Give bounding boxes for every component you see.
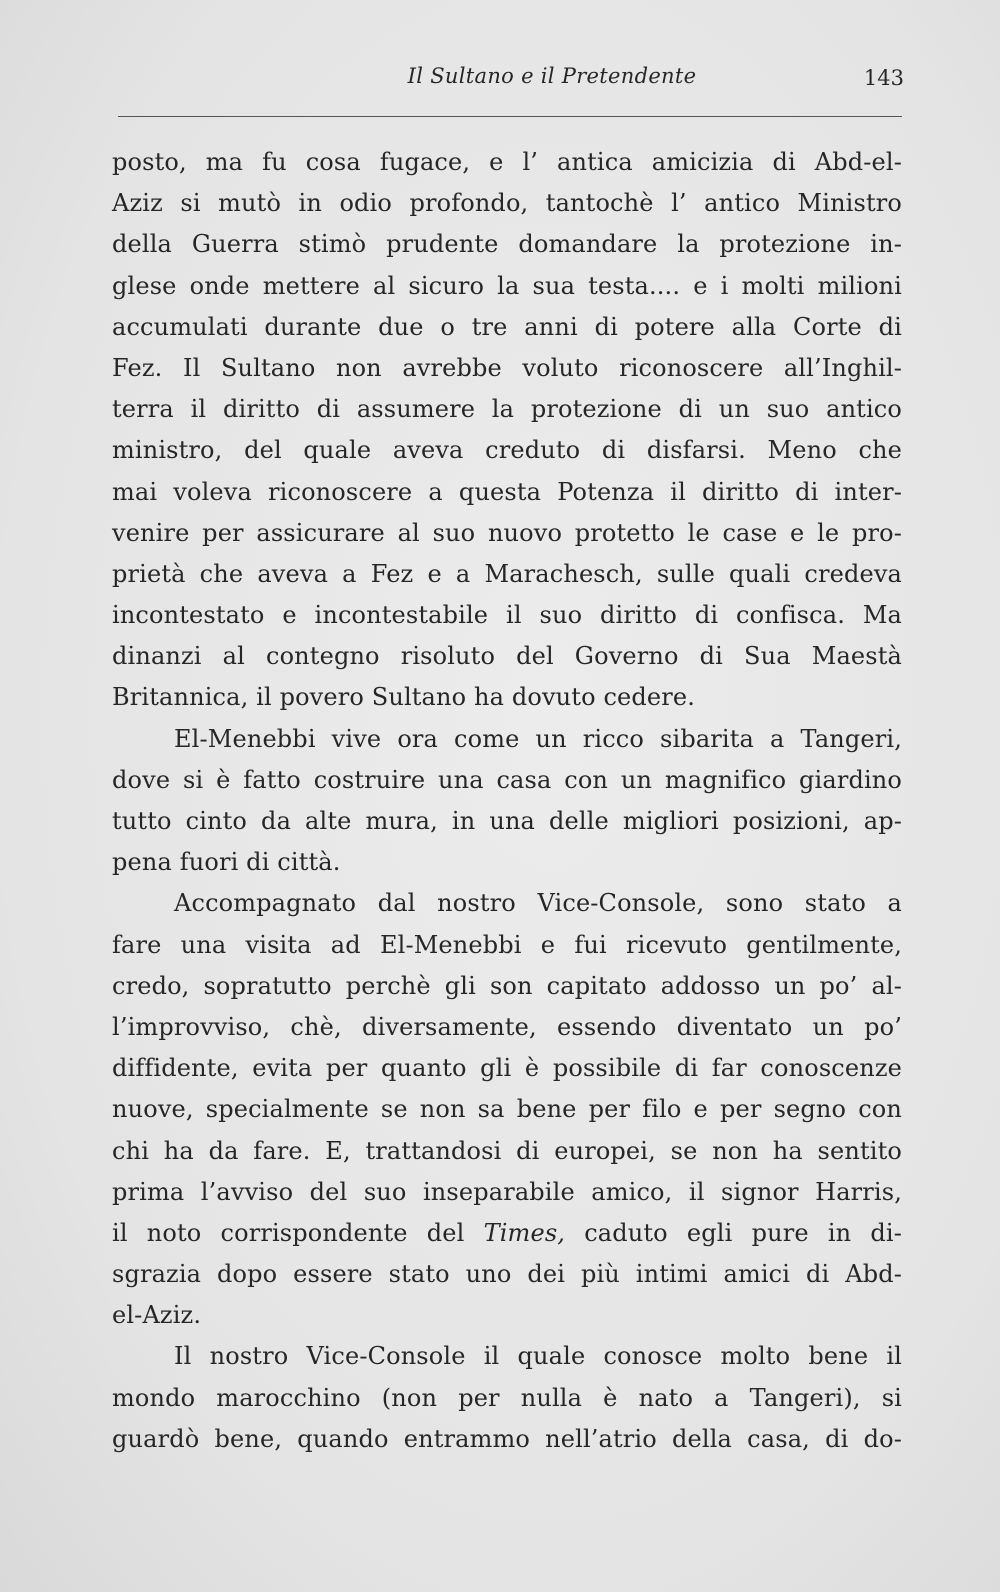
text-line: tutto cinto da alte mura, in una delle migliori posizioni, ap- [112, 807, 902, 835]
text-line: della Guerra stimò prudente domandare la protezione in- [112, 230, 902, 259]
text-line: El-Menebbi vive ora come un ricco sibarita a Tangeri, [174, 724, 902, 753]
text-line: credo, sopratutto perchè gli son capitato addosso un po’ al- [112, 971, 902, 1000]
text-line: chi ha da fare. E, trattandosi di europei, se non ha sentito [112, 1136, 902, 1165]
text-line: sgrazia dopo essere stato uno dei più intimi amici di Abd- [112, 1260, 902, 1289]
text-line: prima l’avviso del suo inseparabile amico, il signor Harris, [112, 1177, 902, 1206]
text-line-before: il noto corrispondente del [112, 1218, 484, 1247]
text-line-after: caduto egli pure in di- [565, 1218, 902, 1247]
running-title: Il Sultano e il Pretendente [407, 64, 697, 88]
text-line: l’improvviso, chè, diversamente, essendo diventato un po’ [112, 1012, 902, 1041]
text-line: el-Aziz. [112, 1301, 202, 1330]
text-line [112, 1213, 902, 1254]
text-line: posto, ma fu cosa fugace, e l’ antica amicizia di Abd-el- [112, 148, 902, 176]
text-line: mondo marocchino (non per nulla è nato a Tangeri), si [112, 1383, 902, 1412]
text-line: Britannica, il povero Sultano ha dovuto cedere. [112, 683, 696, 712]
text-line: Fez. Il Sultano non avrebbe voluto riconoscere all’Inghil- [112, 353, 902, 382]
text-line: ministro, del quale aveva creduto di disfarsi. Meno che [112, 436, 902, 465]
text-line: pena fuori di città. [112, 848, 341, 877]
text-line: fare una visita ad El-Menebbi e fui ricevuto gentilmente, [112, 930, 902, 959]
text-line: Accompagnato dal nostro Vice-Console, sono stato a [174, 889, 902, 918]
text-line: prietà che aveva a Fez e a Marachesch, sulle quali credeva [112, 559, 902, 588]
text-line: mai voleva riconoscere a questa Potenza il diritto di inter- [112, 477, 902, 506]
text-line: diffidente, evita per quanto gli è possibile di far conoscenze [112, 1054, 902, 1083]
page-number: 143 [863, 66, 904, 90]
text-line: dinanzi al contegno risoluto del Governo di Sua Maestà [112, 642, 902, 671]
text-line: venire per assicurare al suo nuovo protetto le case e le pro- [112, 518, 902, 547]
text-line: dove si è fatto costruire una casa con un magnifico giardino [112, 765, 902, 794]
text-line: accumulati durante due o tre anni di potere alla Corte di [112, 312, 902, 341]
text-line: incontestato e incontestabile il suo diritto di confisca. Ma [112, 601, 902, 630]
text-line: Il nostro Vice-Console il quale conosce molto bene il [174, 1342, 902, 1371]
text-line: glese onde mettere al sicuro la sua testa.... e i molti milioni [112, 271, 902, 300]
text-line: guardò bene, quando entrammo nell’atrio della casa, di do- [112, 1424, 902, 1453]
text-line: Aziz si mutò in odio profondo, tantochè l’ antico Ministro [112, 189, 902, 218]
header-rule [118, 116, 902, 117]
text-line: nuove, specialmente se non sa bene per filo e per segno con [112, 1095, 902, 1124]
running-head [110, 64, 904, 104]
newspaper-title: Times, [483, 1218, 566, 1247]
body-text [112, 142, 902, 1460]
text-line: terra il diritto di assumere la protezione di un suo antico [112, 395, 902, 424]
